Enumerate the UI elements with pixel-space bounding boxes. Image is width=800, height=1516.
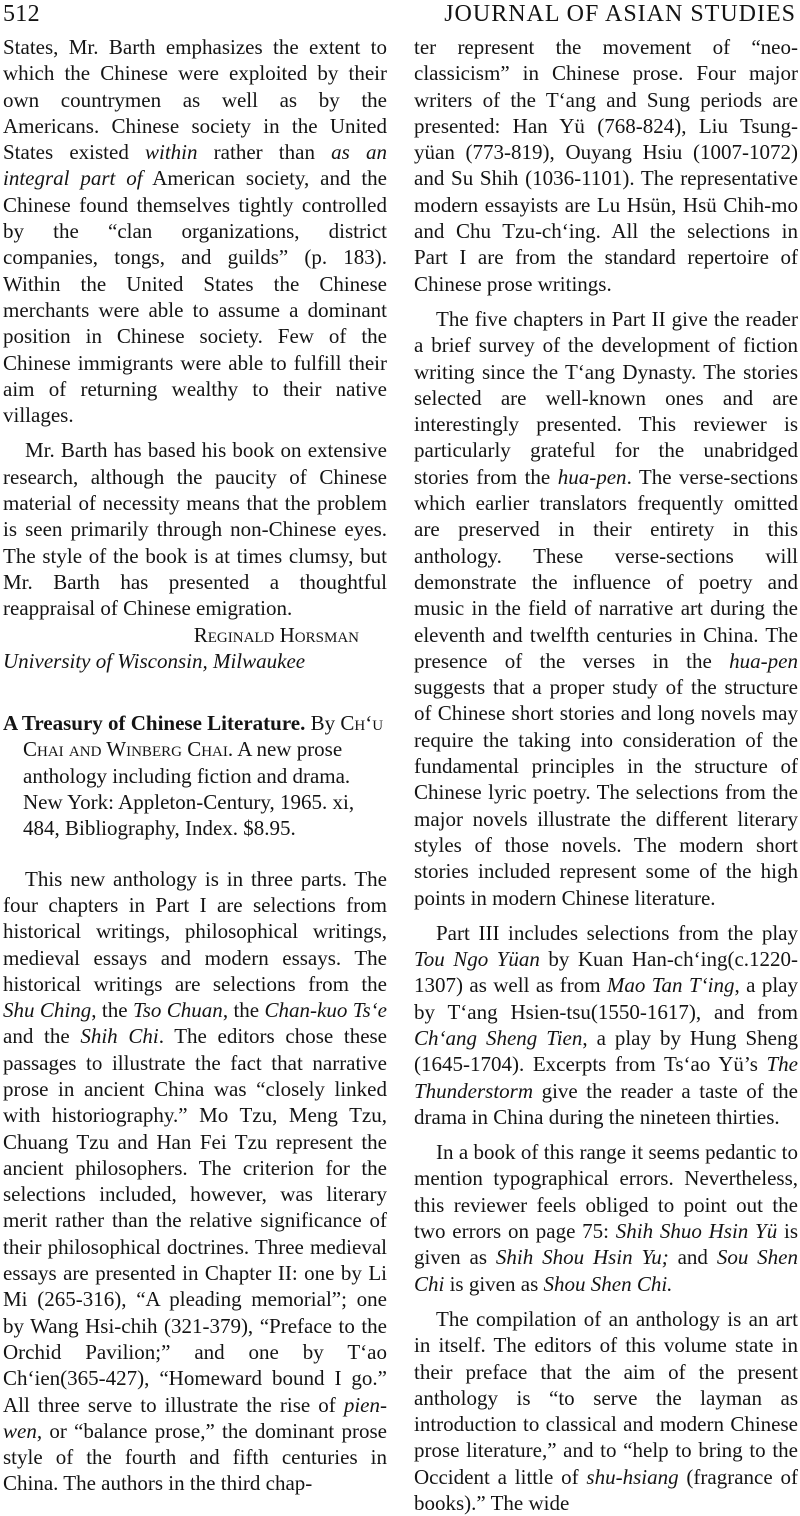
- book-authors: Ch‘u Chai and Winberg Chai.: [23, 711, 384, 762]
- review-paragraph-3: Part III includes selections from the play Tou Ngo Yüan by Kuan Han-ch‘ing(c.1220-1307) as well as from Mao Tan T‘ing, a play by T‘ang Hsien-tsu(1550-1617), and from Ch‘ang Sheng Tien, a play by Hung Sheng (1645-1704). Excerpts from Ts‘ao Yü’s The Thunderstorm give the reader a taste of the drama in China during the nineteen thirties.: [414, 920, 799, 1129]
- left-column: [3, 34, 387, 1497]
- prev-review-paragraph-2: Mr. Barth has based his book on extensive research, although the paucity of Chinese material of necessity means that the problem is seen primarily through non-Chinese eyes. The style of the book is at times clumsy, but Mr. Barth has presented a thoughtful reappraisal of Chinese emigration.: [3, 438, 387, 621]
- reviewer-affiliation: University of Wisconsin, Milwaukee: [3, 648, 306, 673]
- journal-title: JOURNAL OF ASIAN STUDIES: [444, 1, 796, 27]
- prev-review-paragraph-1: States, Mr. Barth emphasizes the extent to which the Chinese were exploited by their own countrymen as well as by the Americans. Chinese society in the United States existed within rather than as an integral part of American society, and the Chinese found themselves tightly controlled by the “clan organizations, district companies, tongs, and guilds” (p. 183). Within the United States the Chinese merchants were able to assume a dominant position in Chinese society. Few of the Chinese immigrants were able to fulfill their aim of returning wealthy to their native villages.: [3, 35, 387, 428]
- review-paragraph-2: The five chapters in Part II give the reader a brief survey of the development of fiction writing since the T‘ang Dynasty. The stories selected are well-known ones and are interestingly presented. This reviewer is particularly grateful for the unabridged stories from the hua-pen. The verse-sections which earlier translators frequently omitted are preserved in their entirety in this anthology. These verse-sections will demonstrate the influence of poetry and music in the field of narrative art during the eleventh and twelfth centuries in China. The presence of the verses in the hua-pen suggests that a proper study of the structure of Chinese short stories and long novels may require the taking into consideration of the fundamental principles in the structure of Chinese lyric poetry. The selections from the major novels illustrate the different literary styles of those novels. The modern short stories included represent some of the high points in modern Chinese literature.: [414, 306, 798, 910]
- reviewer-name: Reginald Horsman: [193, 622, 359, 647]
- book-citation: A new prose anthology including fiction and drama. New York: Appleton-Century, 1965. xi, 484, Bibliography, Index. $8.95.: [23, 737, 355, 841]
- page-number: 512: [3, 1, 40, 27]
- review-paragraph-1-continued: ter represent the movement of “neo-classicism” in Chinese prose. Four major writers of the T‘ang and Sung periods are presented: Han Yü (768-824), Liu Tsung-yüan (773-819), Ouyang Hsiu (1007-1072) and Su Shih (1036-1101). The representative modern essayists are Lu Hsün, Hsü Chih-mo and Chu Tzu-ch‘ing. All the selections in Part I are from the standard repertoire of Chinese prose writings.: [414, 35, 798, 296]
- review-heading: A Treasury of Chinese Literature. By Ch‘u Chai and Winberg Chai. A new prose anthology including fiction and drama. New York: Appleton-Century, 1965. xi, 484, Bibliography, Index. $8.95.: [3, 711, 384, 841]
- right-column: [414, 34, 798, 1516]
- running-head: [0, 0, 800, 34]
- review-paragraph-5: The compilation of an anthology is an art in itself. The editors of this volume state in their preface that the aim of the present anthology is “to serve the layman as introduction to classical and modern Chinese prose literature,” and to “help to bring to the Occident a little of shu-hsiang (fragrance of books).” The wide: [414, 1306, 798, 1516]
- book-title: A Treasury of Chinese Literature.: [3, 711, 306, 736]
- review-paragraph-1: This new anthology is in three parts. The four chapters in Part I are selections from historical writings, philosophical writings, medieval essays and modern essays. The historical writings are selections from the Shu Ching, the Tso Chuan, the Chan-kuo Ts‘e and the Shih Chi. The editors chose these passages to illustrate the fact that narrative prose in ancient China was “closely linked with historiography.” Mo Tzu, Meng Tzu, Chuang Tzu and Han Fei Tzu represent the ancient philosophers. The criterion for the selections included, however, was literary merit rather than the relative significance of their philosophical doctrines. Three medieval essays are presented in Chapter II: one by Li Mi (265-316), “A pleading memorial”; one by Wang Hsi-chih (321-379), “Preface to the Orchid Pavilion;” and one by T‘ao Ch‘ien(365-427), “Homeward bound I go.” All three serve to illustrate the rise of pien-wen, or “balance prose,” the dominant prose style of the fourth and fifth centuries in China. The authors in the third chap-: [3, 866, 388, 1496]
- review-paragraph-4: In a book of this range it seems pedantic to mention typographical errors. Nevertheless, this reviewer feels obliged to point out the two errors on page 75: Shih Shuo Hsin Yü is given as Shih Shou Hsin Yu; and Sou Shen Chi is given as Shou Shen Chi.: [414, 1140, 799, 1296]
